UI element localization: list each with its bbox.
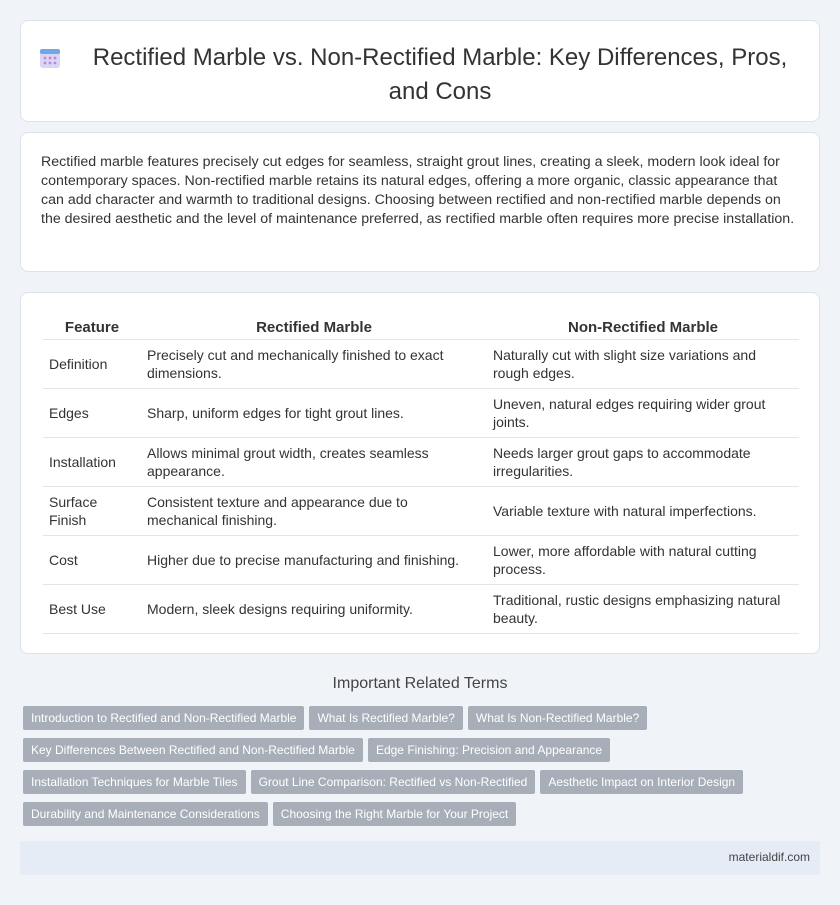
feature-cell: Cost: [43, 535, 141, 584]
feature-cell: Installation: [43, 437, 141, 486]
rectified-cell: Allows minimal grout width, creates seamless appearance.: [141, 437, 487, 486]
feature-cell: Best Use: [43, 584, 141, 633]
non-rectified-cell: Traditional, rustic designs emphasizing natural beauty.: [487, 584, 799, 633]
rectified-cell: Sharp, uniform edges for tight grout lines.: [141, 388, 487, 437]
non-rectified-cell: Lower, more affordable with natural cutting process.: [487, 535, 799, 584]
non-rectified-cell: Naturally cut with slight size variations and rough edges.: [487, 339, 799, 388]
related-term-tag[interactable]: Introduction to Rectified and Non-Rectified Marble: [23, 706, 304, 730]
feature-cell: Surface Finish: [43, 486, 141, 535]
related-term-tag[interactable]: Durability and Maintenance Considerations: [23, 802, 268, 826]
footer-site-link[interactable]: materialdif.com: [728, 850, 810, 864]
related-term-tag[interactable]: What Is Non-Rectified Marble?: [468, 706, 647, 730]
comparison-table-card: [20, 292, 820, 654]
title-card: [20, 20, 820, 122]
rectified-cell: Consistent texture and appearance due to mechanical finishing.: [141, 486, 487, 535]
table-row: [43, 584, 799, 633]
rectified-cell: Modern, sleek designs requiring uniformity.: [141, 584, 487, 633]
header-rectified: Rectified Marble: [141, 313, 487, 339]
calendar-grid-icon: [39, 47, 61, 69]
intro-card: [20, 132, 820, 272]
related-term-tag[interactable]: Key Differences Between Rectified and Non-Rectified Marble: [23, 738, 363, 762]
related-term-tag[interactable]: Installation Techniques for Marble Tiles: [23, 770, 246, 794]
non-rectified-cell: Uneven, natural edges requiring wider grout joints.: [487, 388, 799, 437]
related-terms-list: [23, 706, 813, 834]
comparison-table: [43, 313, 799, 634]
footer: [20, 841, 820, 875]
feature-cell: Definition: [43, 339, 141, 388]
header-feature: Feature: [43, 313, 141, 339]
table-row: [43, 339, 799, 388]
page-title: Rectified Marble vs. Non-Rectified Marble: Key Differences, Pros, and Cons: [92, 44, 788, 105]
non-rectified-cell: Variable texture with natural imperfections.: [487, 486, 799, 535]
table-row: [43, 437, 799, 486]
rectified-cell: Higher due to precise manufacturing and finishing.: [141, 535, 487, 584]
related-term-tag[interactable]: Grout Line Comparison: Rectified vs Non-Rectified: [251, 770, 536, 794]
table-row: [43, 486, 799, 535]
feature-cell: Edges: [43, 388, 141, 437]
table-row: [43, 388, 799, 437]
header-non-rectified: Non-Rectified Marble: [487, 313, 799, 339]
table-header-row: [43, 313, 799, 339]
related-term-tag[interactable]: Aesthetic Impact on Interior Design: [540, 770, 743, 794]
related-term-tag[interactable]: Choosing the Right Marble for Your Project: [273, 802, 516, 826]
related-term-tag[interactable]: What Is Rectified Marble?: [309, 706, 462, 730]
rectified-cell: Precisely cut and mechanically finished to exact dimensions.: [141, 339, 487, 388]
related-terms-heading: Important Related Terms: [332, 675, 508, 692]
table-row: [43, 535, 799, 584]
related-term-tag[interactable]: Edge Finishing: Precision and Appearance: [368, 738, 610, 762]
non-rectified-cell: Needs larger grout gaps to accommodate irregularities.: [487, 437, 799, 486]
intro-paragraph: Rectified marble features precisely cut edges for seamless, straight grout lines, creating a sleek, modern look ideal for contemporary spaces. Non-rectified marble retains its natural edges, offering a more organic, classic appearance that can add character and warmth to traditional designs. Choosing between rectified and non-rectified marble depends on the desired aesthetic and the level of maintenance preferred, as rectified marble often requires more precise installation.: [41, 154, 795, 227]
